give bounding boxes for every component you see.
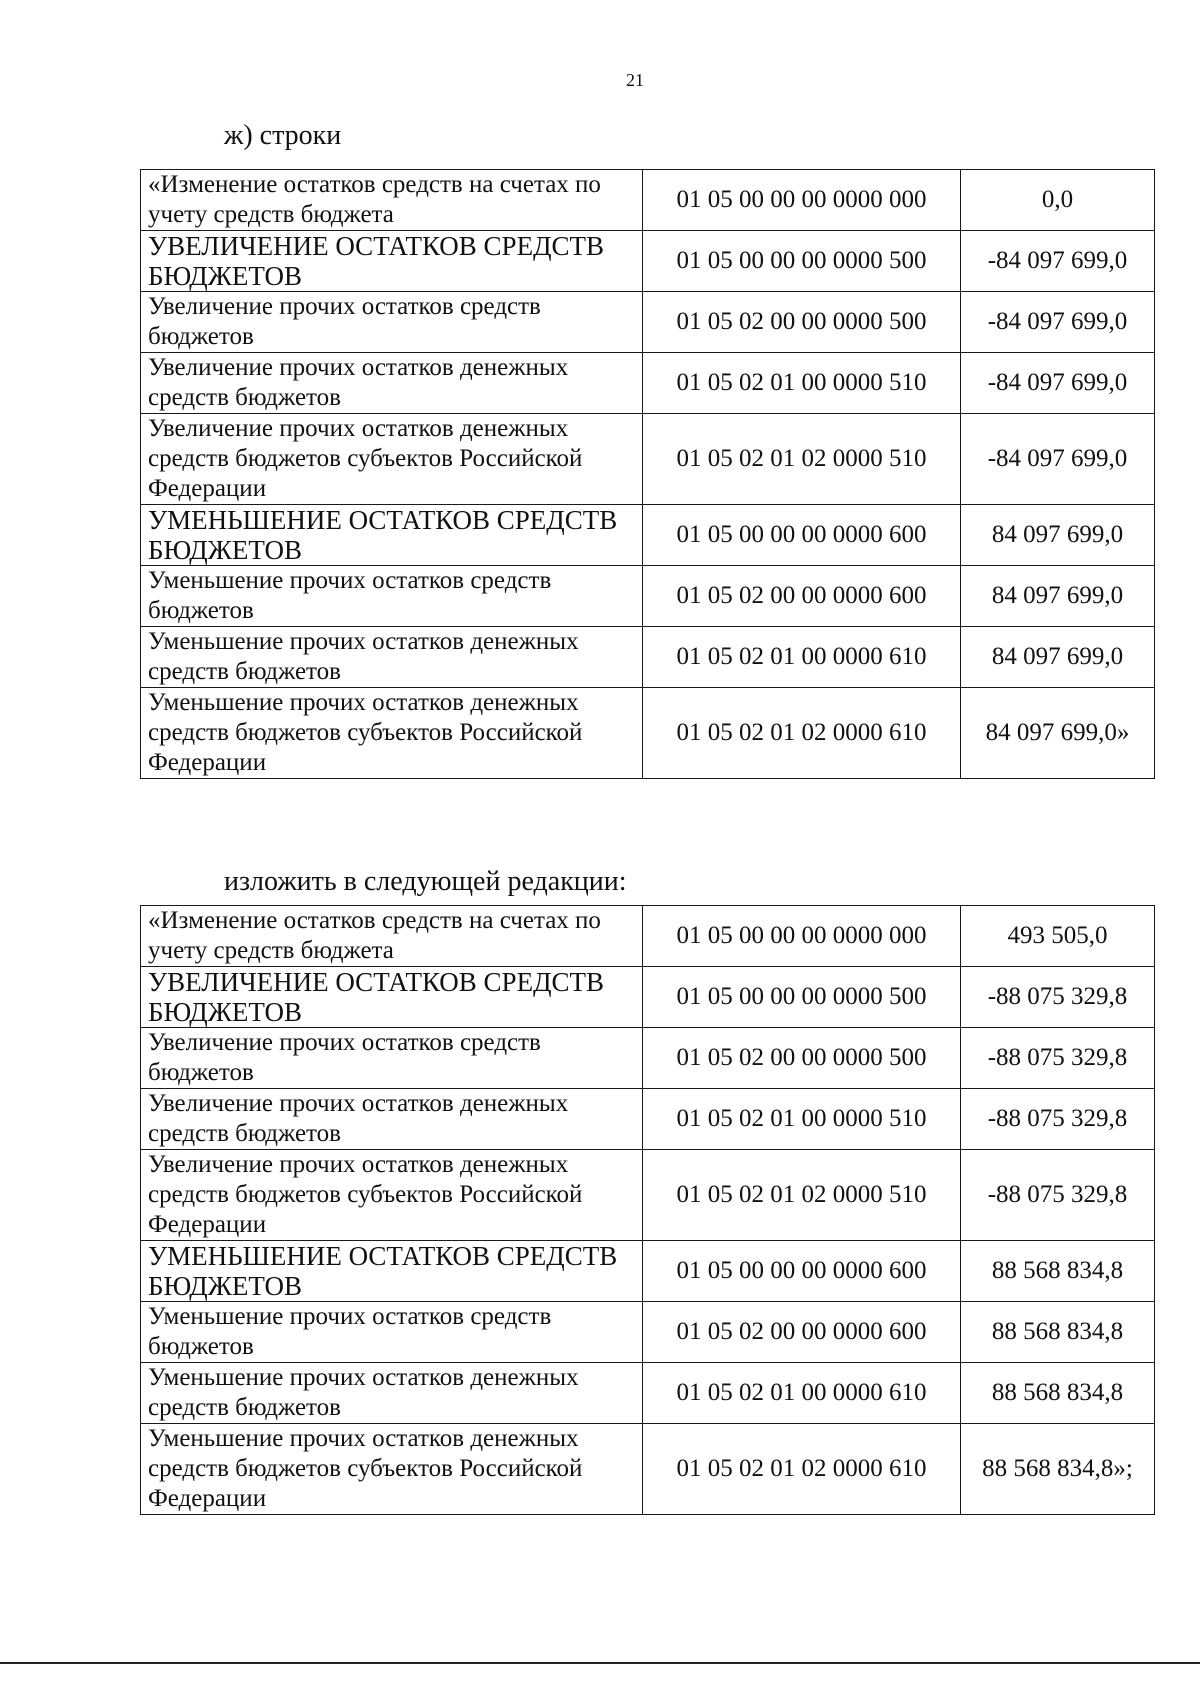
row-amount: 0,0 [961, 170, 1155, 231]
row-amount: -84 097 699,0 [961, 231, 1155, 292]
row-amount: -84 097 699,0 [961, 414, 1155, 505]
row-amount: 84 097 699,0 [961, 505, 1155, 566]
row-amount: -88 075 329,8 [961, 1028, 1155, 1089]
row-amount: 88 568 834,8 [961, 1363, 1155, 1424]
row-amount: 88 568 834,8 [961, 1241, 1155, 1302]
table-row [141, 627, 1155, 688]
row-code: 01 05 02 01 00 0000 610 [643, 1363, 961, 1424]
table-row [141, 1028, 1155, 1089]
page-number: 21 [626, 70, 644, 90]
row-name: Увеличение прочих остатков денежных средств бюджетов [141, 1089, 643, 1150]
row-code: 01 05 00 00 00 0000 000 [643, 906, 961, 967]
row-amount: 88 568 834,8»; [961, 1424, 1155, 1515]
row-code: 01 05 00 00 00 0000 600 [643, 505, 961, 566]
row-name: УВЕЛИЧЕНИЕ ОСТАТКОВ СРЕДСТВ БЮДЖЕТОВ [141, 231, 643, 292]
row-name: Уменьшение прочих остатков средств бюджетов [141, 1302, 643, 1363]
table-row [141, 906, 1155, 967]
table-row [141, 967, 1155, 1028]
row-name: УВЕЛИЧЕНИЕ ОСТАТКОВ СРЕДСТВ БЮДЖЕТОВ [141, 967, 643, 1028]
row-name: Уменьшение прочих остатков денежных средств бюджетов [141, 1363, 643, 1424]
footer-divider [0, 1662, 1200, 1664]
row-code: 01 05 02 00 00 0000 500 [643, 292, 961, 353]
row-code: 01 05 02 01 02 0000 510 [643, 414, 961, 505]
table-row [141, 1089, 1155, 1150]
row-name: Увеличение прочих остатков средств бюджетов [141, 1028, 643, 1089]
row-amount: -88 075 329,8 [961, 967, 1155, 1028]
row-amount: 84 097 699,0» [961, 688, 1155, 779]
row-name: Уменьшение прочих остатков денежных средств бюджетов [141, 627, 643, 688]
row-code: 01 05 00 00 00 0000 500 [643, 967, 961, 1028]
table-row [141, 505, 1155, 566]
table-row [141, 414, 1155, 505]
row-code: 01 05 02 00 00 0000 500 [643, 1028, 961, 1089]
row-name: Увеличение прочих остатков денежных средств бюджетов субъектов Российской Федерации [141, 414, 643, 505]
table-row [141, 1241, 1155, 1302]
table-row [141, 1424, 1155, 1515]
table-row [141, 231, 1155, 292]
row-code: 01 05 02 01 02 0000 610 [643, 688, 961, 779]
row-name: Уменьшение прочих остатков средств бюджетов [141, 566, 643, 627]
section-heading-rows: ж) строки [224, 120, 342, 151]
row-amount: 84 097 699,0 [961, 566, 1155, 627]
row-code: 01 05 02 01 02 0000 510 [643, 1150, 961, 1241]
row-name: «Изменение остатков средств на счетах по учету средств бюджета [141, 170, 643, 231]
row-amount: 88 568 834,8 [961, 1302, 1155, 1363]
row-amount: -84 097 699,0 [961, 353, 1155, 414]
budget-table-new [140, 905, 1155, 1515]
row-code: 01 05 02 00 00 0000 600 [643, 566, 961, 627]
row-code: 01 05 02 01 00 0000 510 [643, 1089, 961, 1150]
table-row [141, 1150, 1155, 1241]
table-row [141, 566, 1155, 627]
budget-table-new-body [141, 906, 1155, 1515]
table-row [141, 292, 1155, 353]
row-code: 01 05 02 00 00 0000 600 [643, 1302, 961, 1363]
row-amount: -88 075 329,8 [961, 1089, 1155, 1150]
table-row [141, 688, 1155, 779]
row-amount: 84 097 699,0 [961, 627, 1155, 688]
row-code: 01 05 02 01 00 0000 510 [643, 353, 961, 414]
row-name: Уменьшение прочих остатков денежных средств бюджетов субъектов Российской Федерации [141, 688, 643, 779]
row-code: 01 05 02 01 02 0000 610 [643, 1424, 961, 1515]
table-row [141, 1302, 1155, 1363]
row-amount: 493 505,0 [961, 906, 1155, 967]
row-name: Увеличение прочих остатков средств бюджетов [141, 292, 643, 353]
row-name: «Изменение остатков средств на счетах по учету средств бюджета [141, 906, 643, 967]
row-amount: -88 075 329,8 [961, 1150, 1155, 1241]
row-code: 01 05 00 00 00 0000 500 [643, 231, 961, 292]
table-row [141, 353, 1155, 414]
section-heading-new-edition: изложить в следующей редакции: [224, 866, 627, 897]
row-code: 01 05 02 01 00 0000 610 [643, 627, 961, 688]
table-row [141, 1363, 1155, 1424]
table-row [141, 170, 1155, 231]
row-code: 01 05 00 00 00 0000 000 [643, 170, 961, 231]
row-name: УМЕНЬШЕНИЕ ОСТАТКОВ СРЕДСТВ БЮДЖЕТОВ [141, 505, 643, 566]
row-name: Увеличение прочих остатков денежных средств бюджетов [141, 353, 643, 414]
row-name: Увеличение прочих остатков денежных средств бюджетов субъектов Российской Федерации [141, 1150, 643, 1241]
budget-table-old [140, 169, 1155, 779]
budget-table-old-body [141, 170, 1155, 779]
row-name: УМЕНЬШЕНИЕ ОСТАТКОВ СРЕДСТВ БЮДЖЕТОВ [141, 1241, 643, 1302]
row-code: 01 05 00 00 00 0000 600 [643, 1241, 961, 1302]
row-amount: -84 097 699,0 [961, 292, 1155, 353]
row-name: Уменьшение прочих остатков денежных средств бюджетов субъектов Российской Федерации [141, 1424, 643, 1515]
